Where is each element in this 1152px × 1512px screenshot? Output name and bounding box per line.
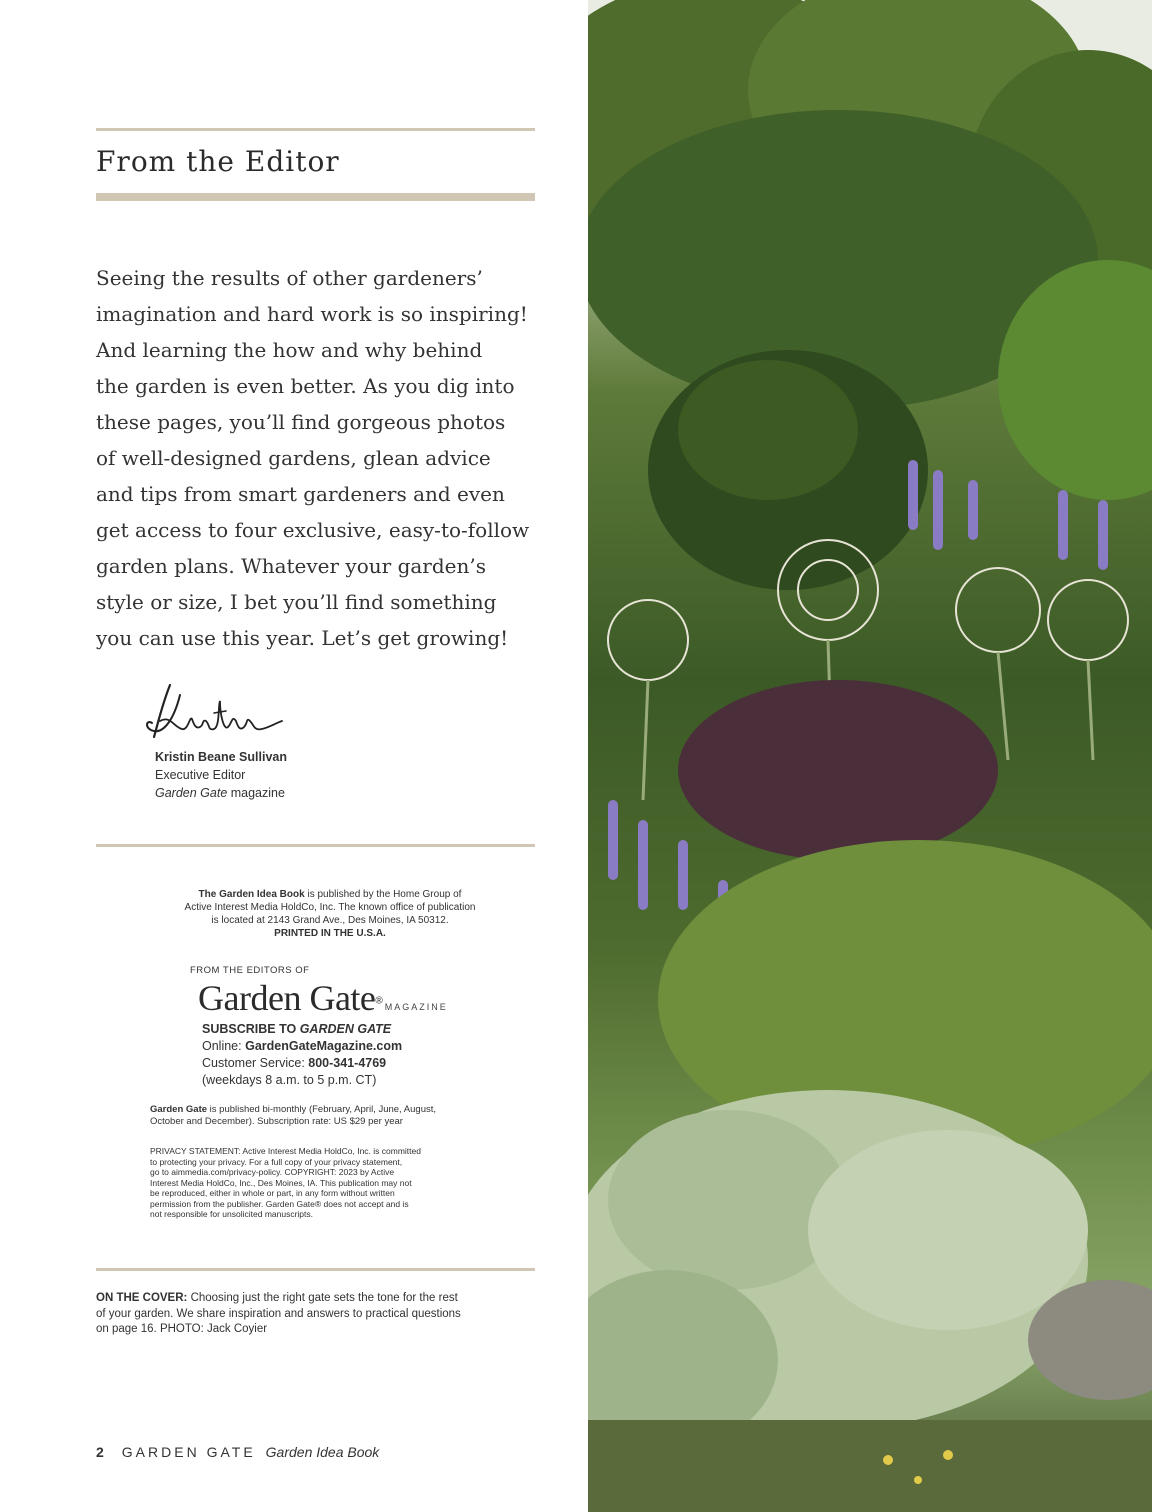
garden-photo (588, 0, 1152, 1512)
letter-line: you can use this year. Let’s get growing! (96, 626, 509, 650)
cover-caption (96, 1291, 461, 1338)
editor-letter (96, 260, 566, 656)
footer-brand: GARDEN GATE (121, 1444, 256, 1460)
publication-line-rest: is published by the Home Group of (304, 889, 462, 900)
service-label: Customer Service: (202, 1056, 309, 1070)
subscribe-online (202, 1038, 402, 1055)
frequency-line: October and December). Subscription rate: US $29 per year (150, 1116, 403, 1127)
service-phone: 800-341-4769 (308, 1056, 387, 1070)
subscribe-heading (202, 1021, 402, 1038)
publication-line: is located at 2143 Grand Ave., Des Moines, IA 50312. (211, 915, 449, 926)
privacy-line: be reproduced, either in whole or part, in any form without written (150, 1188, 395, 1198)
printed-in: PRINTED IN THE U.S.A. (274, 928, 386, 939)
garden-illustration (588, 0, 1152, 1512)
subscribe-magazine: GARDEN GATE (299, 1022, 392, 1036)
cover-line-rest: Choosing just the right gate sets the tone for the rest (187, 1292, 458, 1304)
title-divider (96, 193, 535, 201)
magazine-name: Garden Gate (155, 786, 228, 800)
frequency-rest: is published bi-monthly (February, April, June, August, (207, 1104, 437, 1115)
letter-line: and tips from smart gardeners and even (96, 482, 505, 506)
page-number: 2 (96, 1444, 104, 1460)
cover-line: of your garden. We share inspiration and answers to practical questions (96, 1307, 461, 1320)
letter-line: get access to four exclusive, easy-to-follow (96, 518, 530, 542)
online-label: Online: (202, 1039, 246, 1053)
book-title: The Garden Idea Book (198, 889, 305, 900)
cover-line: on page 16. PHOTO: Jack Coyier (96, 1323, 268, 1335)
publication-notice (120, 888, 540, 940)
letter-line: of well-designed gardens, glean advice (96, 446, 491, 470)
privacy-line: PRIVACY STATEMENT: Active Interest Media HoldCo, Inc. is committed (150, 1146, 421, 1156)
page-footer (96, 1444, 379, 1460)
logo-suffix: MAGAZINE (384, 1002, 448, 1012)
frequency-magazine: Garden Gate (150, 1104, 208, 1115)
garden-gate-logo (198, 977, 448, 1019)
frequency-info (150, 1104, 490, 1128)
cover-label: ON THE COVER: (96, 1292, 188, 1304)
editor-magazine (155, 784, 287, 802)
magazine-suffix: magazine (227, 786, 285, 800)
letter-line: Seeing the results of other gardeners’ (96, 266, 483, 290)
letter-line: style or size, I bet you’ll find something (96, 590, 497, 614)
service-hours: (weekdays 8 a.m. to 5 p.m. CT) (202, 1073, 377, 1087)
footer-book-title: Garden Idea Book (265, 1444, 380, 1460)
letter-line: these pages, you’ll find gorgeous photos (96, 410, 506, 434)
cover-line (96, 1291, 461, 1307)
editor-signature (140, 675, 290, 745)
letter-line: the garden is even better. As you dig into (96, 374, 515, 398)
from-editors-label: FROM THE EDITORS OF (190, 965, 310, 976)
privacy-line: to protecting your privacy. For a full copy of your privacy statement, (150, 1156, 403, 1167)
privacy-line: permission from the publisher. Garden Gate® does not accept and is (150, 1198, 409, 1209)
privacy-line: go to aimmedia.com/privacy-policy. COPYRIGHT: 2023 by Active (150, 1167, 395, 1177)
page-title: From the Editor (96, 145, 340, 178)
letter-line: garden plans. Whatever your garden’s (96, 554, 486, 578)
logo-name: Garden Gate (198, 978, 376, 1018)
publication-line (120, 888, 540, 901)
editor-role: Executive Editor (155, 768, 246, 782)
privacy-line: Interest Media HoldCo, Inc., Des Moines, IA. This publication may not (150, 1177, 412, 1188)
bottom-divider (96, 1268, 535, 1271)
privacy-statement (150, 1146, 421, 1220)
publication-line: Active Interest Media HoldCo, Inc. The known office of publication (184, 902, 476, 913)
letter-line: imagination and hard work is so inspiring! (96, 302, 528, 326)
registered-mark: ® (375, 995, 383, 1007)
subscribe-info (202, 1021, 402, 1089)
editor-name: Kristin Beane Sullivan (155, 750, 287, 764)
letter-line: And learning the how and why behind (96, 338, 483, 362)
top-divider (96, 128, 535, 131)
privacy-line: not responsible for unsolicited manuscripts. (150, 1209, 313, 1219)
frequency-line (150, 1104, 490, 1116)
editor-credit (155, 748, 287, 802)
subscribe-service (202, 1055, 402, 1072)
online-link[interactable]: GardenGateMagazine.com (245, 1039, 403, 1053)
middle-divider (96, 844, 535, 847)
subscribe-prefix: SUBSCRIBE TO (202, 1022, 300, 1036)
